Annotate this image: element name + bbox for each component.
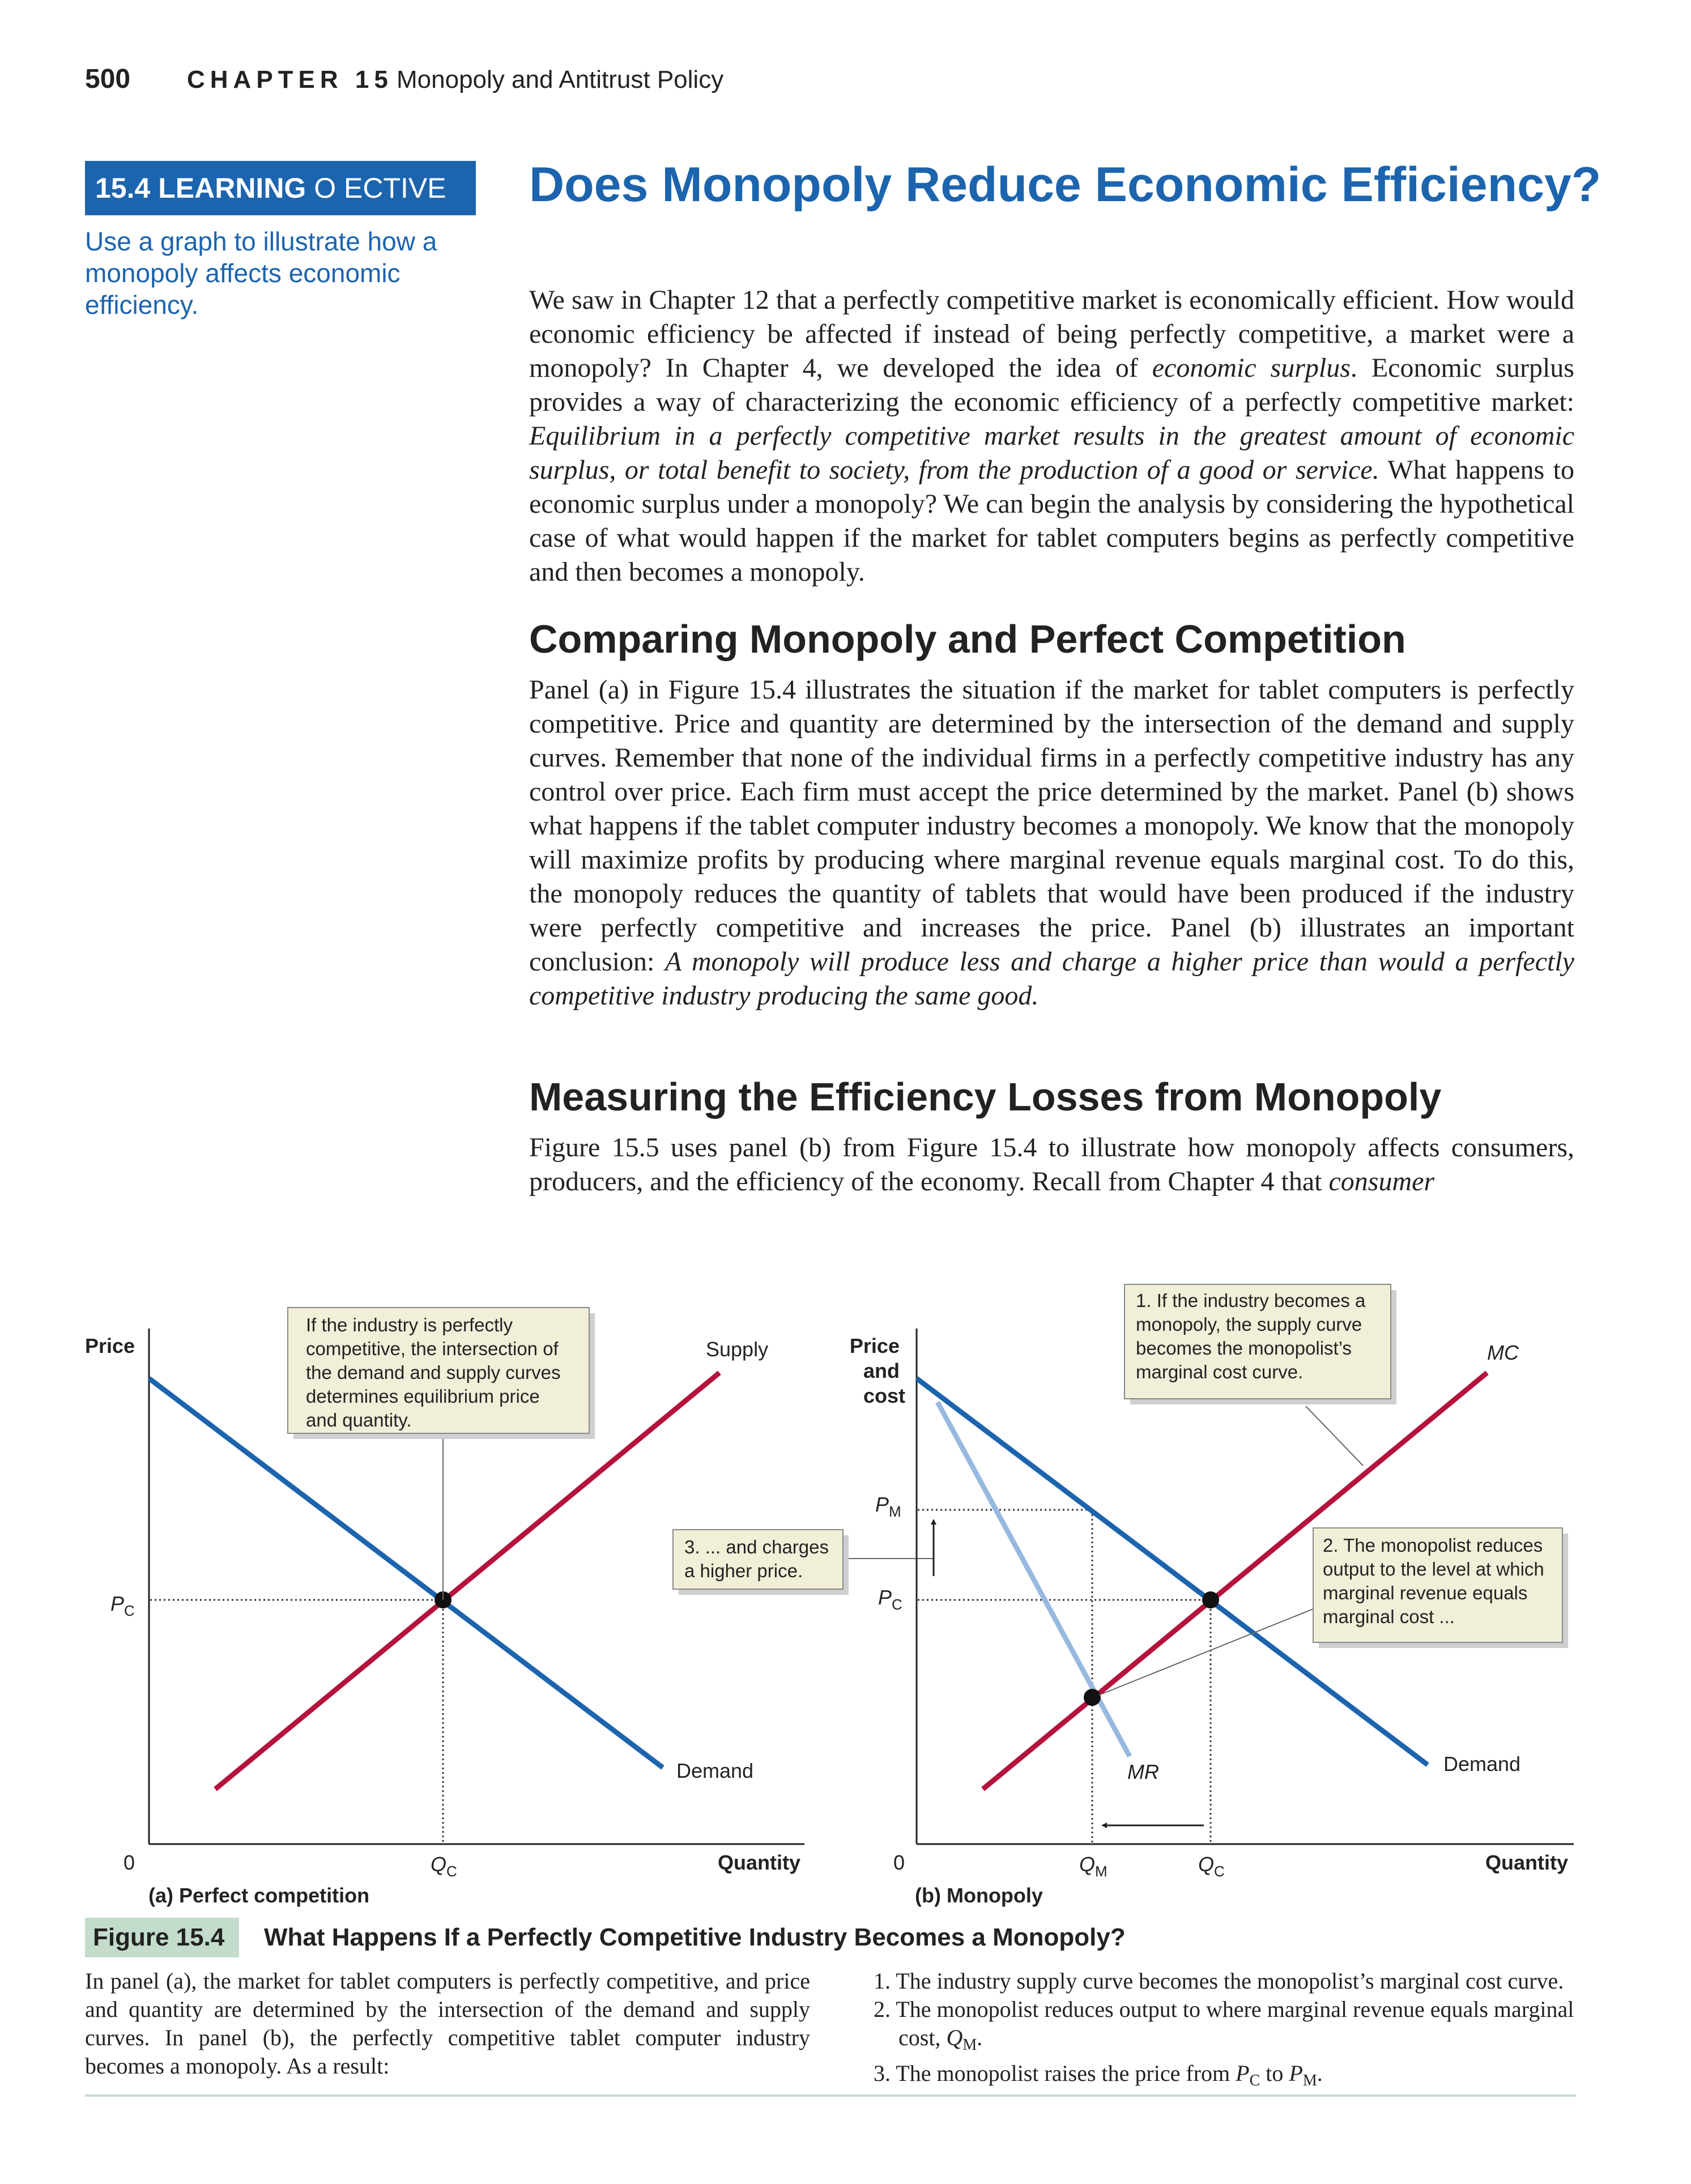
panel-b-demand-label: Demand <box>1443 1752 1521 1776</box>
panel-b-x-label: Quantity <box>1485 1851 1569 1874</box>
section-heading: Does Monopoly Reduce Economic Efficiency? <box>529 157 1601 212</box>
paragraph-intro <box>529 283 1574 589</box>
panel-a-callout-text: If the industry is perfectly competitive, the intersection of the demand and supply curves determines equilibrium price and quantity. <box>306 1314 561 1431</box>
italic-term: consumer <box>1328 1166 1435 1197</box>
text-run: to <box>1260 2060 1289 2086</box>
panel-a-quantity-tick: $Q_C$ <box>431 1853 457 1880</box>
panel-b-qc-tick: $Q_C$ <box>1198 1853 1225 1880</box>
panel-b-mr-curve <box>938 1402 1130 1756</box>
panel-b-pm-tick: $P_M$ <box>875 1493 901 1520</box>
panel-b-pc-tick: $P_C$ <box>878 1586 902 1613</box>
panel-b-mc-label: MC <box>1487 1341 1519 1364</box>
caption-subscript: C <box>1249 2072 1260 2089</box>
italic-conclusion: A monopoly will produce less and charge a higher price than would a perfectly competitive industry producing the same good. <box>529 947 1575 1011</box>
caption-list-item <box>874 2059 1576 2095</box>
figure-label: Figure 15.4 <box>85 1918 239 1957</box>
panel-a-price-tick: $P_C$ <box>110 1592 135 1619</box>
italic-definition: Equilibrium in a perfectly competitive market results in the greatest amount of economic surplus, or total benefit to society, from the production of a good or service. <box>529 421 1574 485</box>
panel-b <box>850 1284 1574 1907</box>
subheading-measuring: Measuring the Efficiency Losses from Monopoly <box>529 1075 1442 1119</box>
figure-caption-list <box>874 1967 1576 2095</box>
text-run: We saw in Chapter 12 that a perfectly competitive market is economically efficient. How would economic efficiency be affected if instead of being perfectly competitive, a market were a monopoly? In Chapter 4, we developed the idea of <box>529 285 1574 383</box>
chapter-label: CHAPTER 15 <box>187 66 393 93</box>
panel-b-caption: (b) Monopoly <box>915 1884 1043 1907</box>
caption-symbol: Q <box>946 2025 963 2050</box>
caption-bottom-rule <box>85 2094 1576 2097</box>
page-number: 500 <box>85 64 131 94</box>
subheading-comparing: Comparing Monopoly and Perfect Competition <box>529 617 1406 661</box>
panel-b-monopoly-point <box>1084 1689 1101 1706</box>
callout-1-text: 1. If the industry becomes a monopoly, the supply curve becomes the monopolist’s marginal cost curve. <box>1136 1290 1366 1382</box>
text-run: 3. The monopolist raises the price from <box>874 2060 1236 2086</box>
callout-2-text: 2. The monopolist reduces output to the level at which marginal revenue equals marginal cost ... <box>1323 1535 1544 1627</box>
panel-b-competitive-point <box>1202 1591 1219 1608</box>
callout-3-text: 3. ... and charges a higher price. <box>684 1536 829 1581</box>
callout-3-leader <box>849 1531 934 1559</box>
chapter-title: Monopoly and Antitrust Policy <box>397 66 724 93</box>
paragraph-comparing <box>529 673 1574 1013</box>
caption-subscript: M <box>1302 2072 1317 2089</box>
text-run: What happens to economic surplus under a monopoly? We can begin the analysis by considering the hypothetical case of what would happen if the market for tablet computers begins as perfectly competitive and then becomes a monopoly. <box>529 455 1574 587</box>
text-run: . Economic surplus provides a way of characterizing the economic efficiency of a perfectly competitive market: <box>529 353 1574 417</box>
paragraph-measuring <box>529 1131 1574 1199</box>
panel-a-y-label: Price <box>85 1334 135 1357</box>
panel-b-origin: 0 <box>893 1851 905 1874</box>
text-run: Figure 15.5 uses panel (b) from Figure 15.4 to illustrate how monopoly affects consumers, producers, and the efficiency of the economy. Recall from Chapter 4 that <box>529 1133 1574 1197</box>
panel-b-mr-label: MR <box>1127 1760 1159 1783</box>
figure-title: What Happens If a Perfectly Competitive Industry Becomes a Monopoly? <box>264 1923 1126 1951</box>
panel-a-caption: (a) Perfect competition <box>148 1884 370 1907</box>
learning-objective-text: Use a graph to illustrate how a monopoly affects economic efficiency. <box>85 227 437 320</box>
callout-1-leader <box>1306 1406 1363 1466</box>
learning-objective-word: O ECTIVE <box>314 172 446 204</box>
text-run: . <box>977 2025 983 2050</box>
panel-a-origin: 0 <box>123 1851 135 1874</box>
panel-a-demand-label: Demand <box>676 1759 754 1782</box>
panel-b-qm-tick: $Q_M$ <box>1079 1853 1108 1880</box>
learning-objective-badge <box>85 161 476 215</box>
text-run: Panel (a) in Figure 15.4 illustrates the situation if the market for tablet computers is perfectly competitive. Price and quantity are determined by the intersection of the demand and supply curves. Remember that none of the individual firms in a perfectly competitive industry has any control over price. Each firm must accept the price determined by the market. Panel (b) shows what happens if the tablet computer industry becomes a monopoly. We know that the monopoly will maximize profits by producing where marginal revenue equals marginal cost. To do this, the monopoly reduces the quantity of tablets that would have been produced if the industry were perfectly competitive and increases the price. Panel (b) illustrates an important conclusion: <box>529 675 1574 977</box>
text-run: . <box>1317 2060 1323 2086</box>
figure-caption-left: In panel (a), the market for tablet computers is perfectly competitive, and price and quantity are determined by the intersection of the demand and supply curves. In panel (b), the perfectly competitive tablet computer industry becomes a monopoly. As a result: <box>85 1968 810 2079</box>
callout-3 <box>673 1530 934 1595</box>
caption-list-item <box>874 1995 1576 2059</box>
text-run: 2. The monopolist reduces output to where marginal revenue equals marginal cost, <box>874 1996 1574 2050</box>
panel-a <box>85 1308 804 1907</box>
caption-list-item: 1. The industry supply curve becomes the monopolist’s marginal cost curve. <box>874 1968 1564 1994</box>
panel-b-y-label: Price and cost <box>849 1334 905 1407</box>
caption-subscript: M <box>962 2036 977 2054</box>
caption-symbol: P <box>1236 2060 1250 2086</box>
figure-graphs <box>0 1235 1691 1915</box>
learning-objective-number: 15.4 LEARNING <box>95 172 306 204</box>
caption-symbol: P <box>1289 2060 1303 2086</box>
panel-a-supply-label: Supply <box>706 1338 769 1361</box>
italic-term: economic surplus <box>1152 353 1351 383</box>
panel-a-x-label: Quantity <box>718 1851 801 1874</box>
